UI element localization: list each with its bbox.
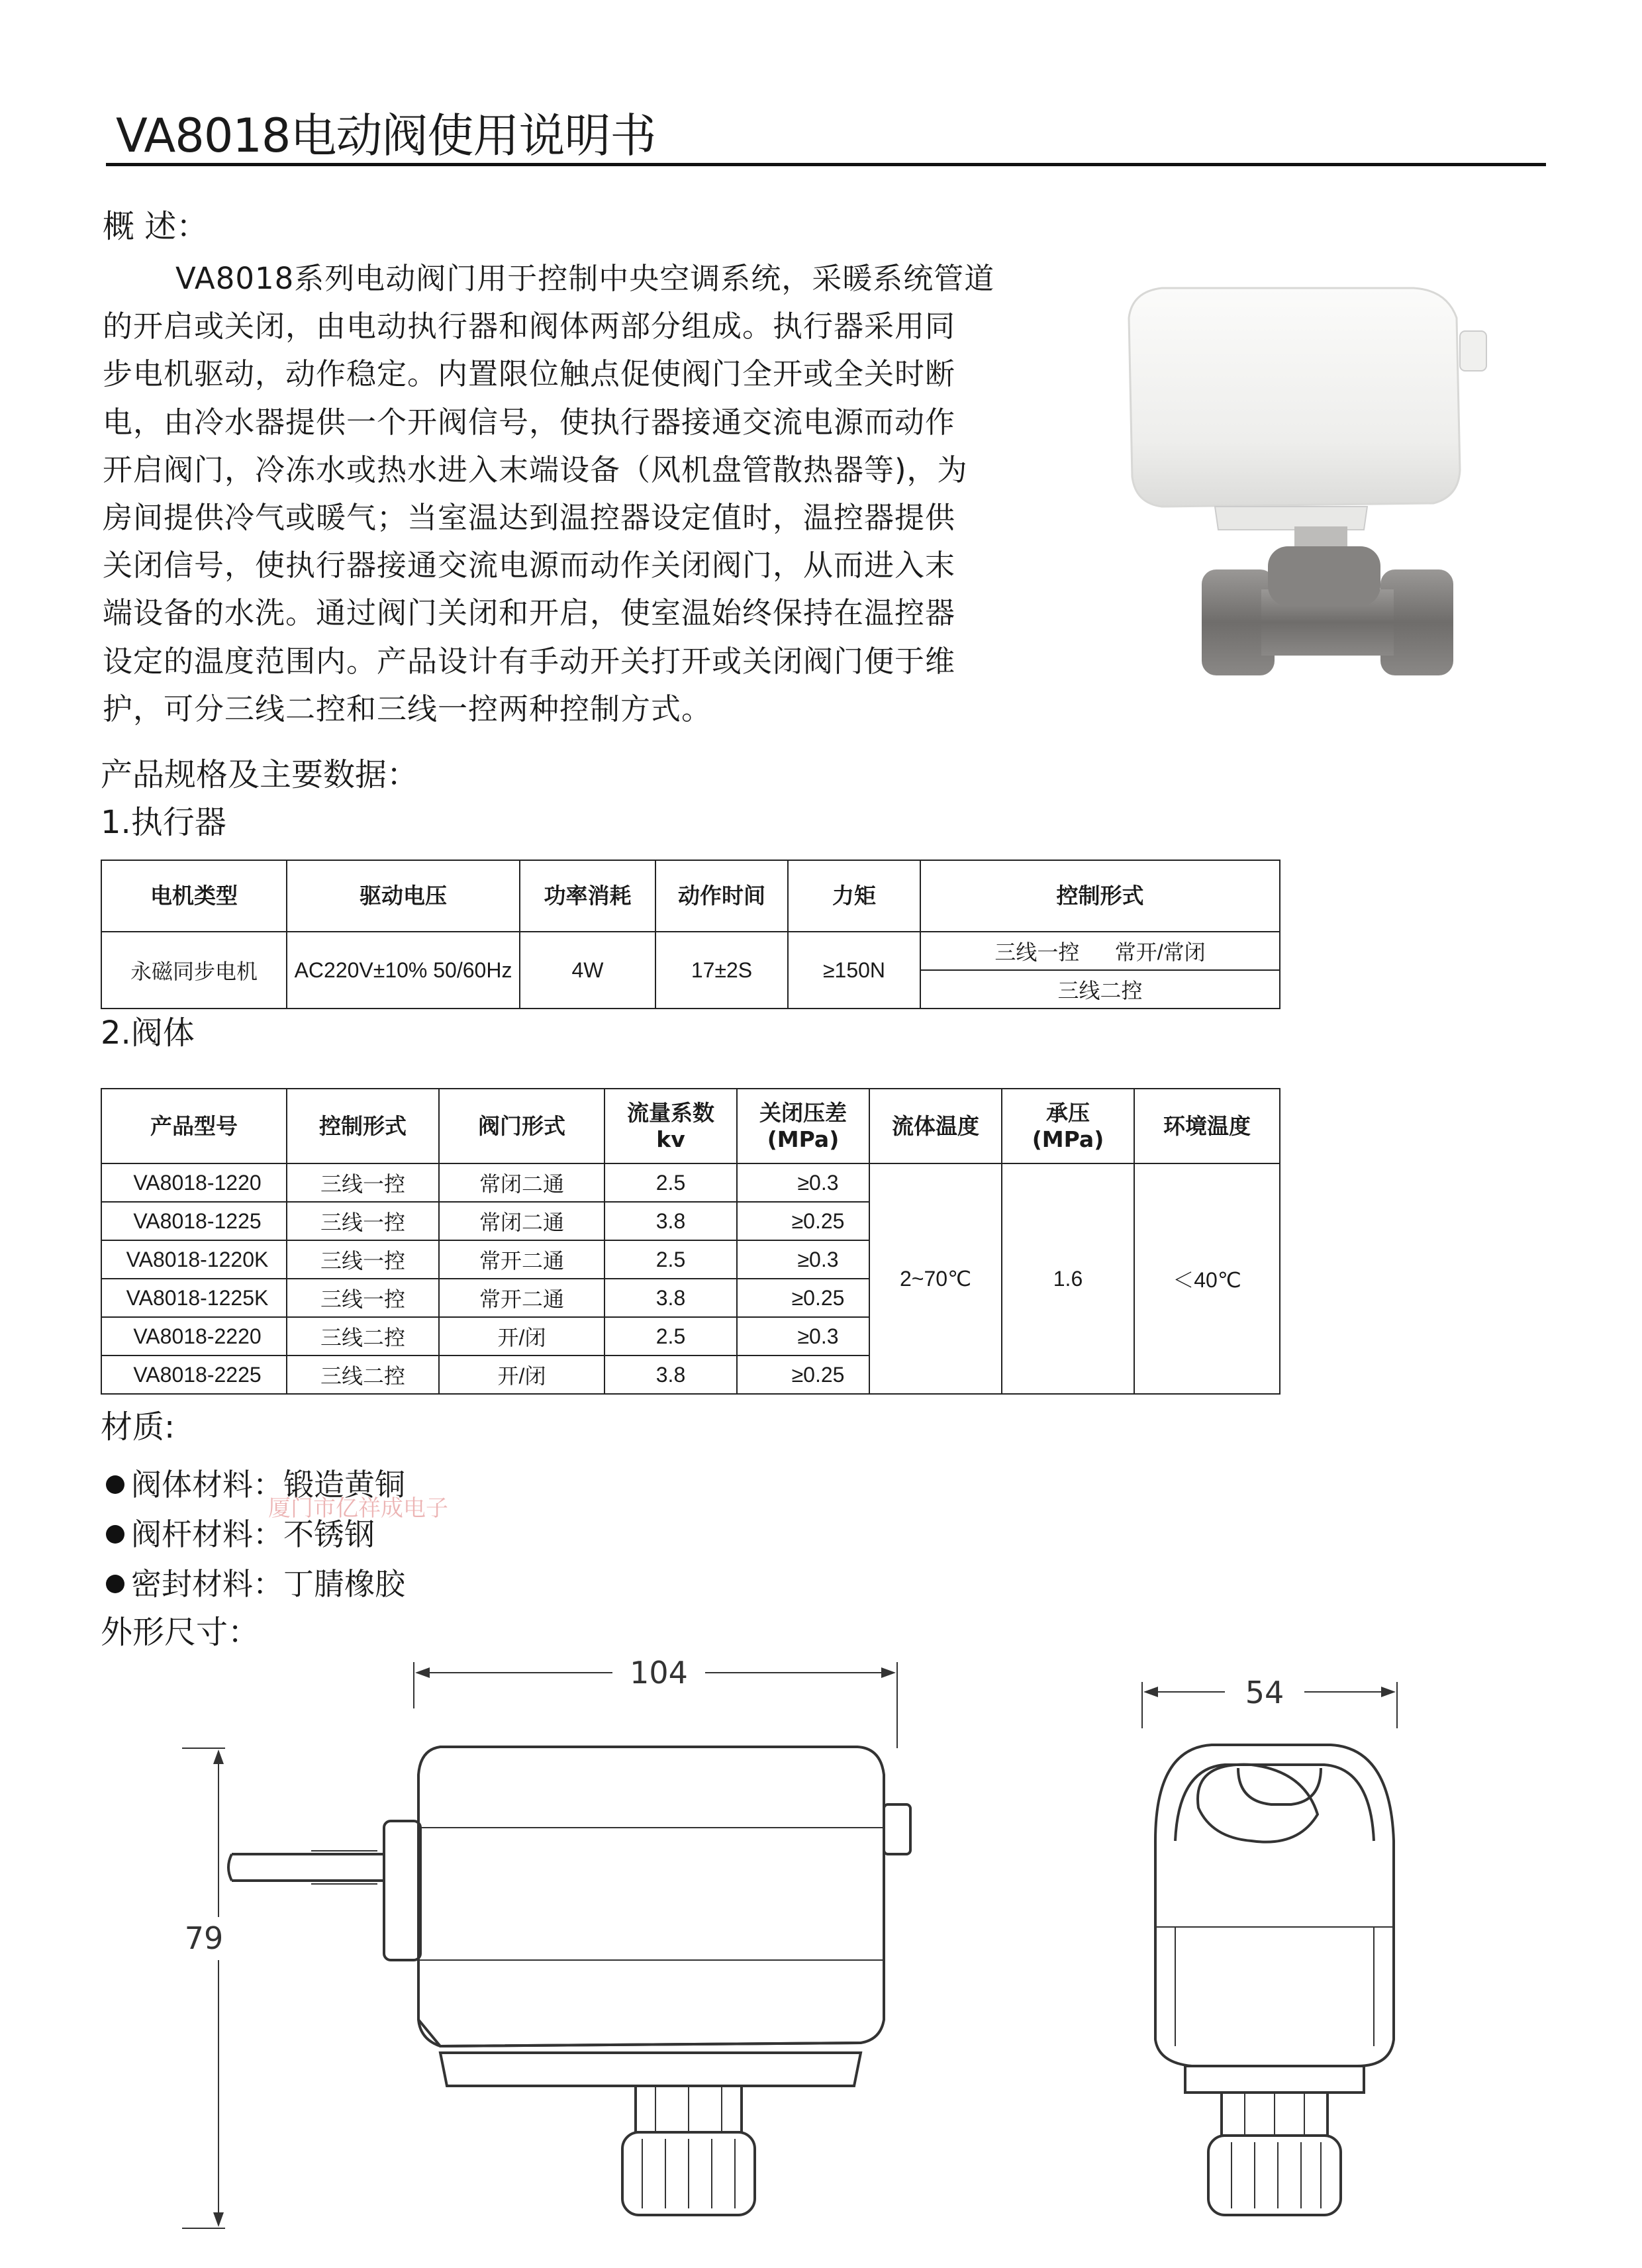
overview-line: 的开启或关闭，由电动执行器和阀体两部分组成。执行器采用同 — [103, 309, 956, 344]
control-cell: 三线一控 — [287, 1279, 439, 1317]
kv-cell: 3.8 — [604, 1279, 737, 1317]
table-header: 承压 (MPa) — [1002, 1089, 1134, 1163]
dp-cell: ≥0.3 — [737, 1240, 869, 1279]
control-cell: 三线二控 — [287, 1317, 439, 1356]
dimension-drawings — [179, 1649, 1424, 2245]
kv-cell: 3.8 — [604, 1356, 737, 1394]
table-header: 控制形式 — [920, 860, 1280, 932]
kv-cell: 3.8 — [604, 1202, 737, 1240]
material-label: 阀体材料： — [131, 1467, 283, 1503]
actuator-table — [101, 860, 1280, 1009]
overview-heading: 概 述： — [103, 208, 209, 245]
control-cell: 三线二控 — [287, 1356, 439, 1394]
table-header: 产品型号 — [101, 1089, 287, 1163]
overview-line: 护，可分三线二控和三线一控两种控制方式。 — [103, 691, 712, 726]
power-consumption: 4W — [520, 932, 655, 1009]
model-cell: VA8018-1220 — [101, 1163, 287, 1202]
valve-table — [101, 1088, 1280, 1395]
material-value: 锻造黄铜 — [283, 1467, 405, 1503]
model-cell: VA8018-1225K — [101, 1279, 287, 1317]
material-value: 不锈钢 — [283, 1516, 375, 1552]
front-view-drawing — [1142, 1682, 1397, 2215]
model-cell: VA8018-2225 — [101, 1356, 287, 1394]
materials-heading: 材质: — [101, 1408, 175, 1446]
torque: ≥150N — [788, 932, 920, 1009]
valve-heading: 2.阀体 — [101, 1014, 195, 1052]
page-title: VA8018电动阀使用说明书 — [116, 109, 656, 163]
kv-cell: 2.5 — [604, 1240, 737, 1279]
table-header: 电机类型 — [101, 860, 287, 932]
dp-cell: ≥0.25 — [737, 1202, 869, 1240]
bullet-icon — [106, 1575, 124, 1593]
bullet-icon — [106, 1525, 124, 1544]
overview-line: 步电机驱动，动作稳定。内置限位触点促使阀门全开或全关时断 — [103, 356, 956, 392]
table-header: 流量系数 kv — [604, 1089, 737, 1163]
drive-voltage: AC220V±10% 50/60Hz — [287, 932, 520, 1009]
table-header: 驱动电压 — [287, 860, 520, 932]
control-mode-2: 三线二控 — [920, 970, 1280, 1009]
material-label: 密封材料： — [131, 1566, 283, 1602]
dp-cell: ≥0.3 — [737, 1163, 869, 1202]
form-cell: 常闭二通 — [439, 1163, 604, 1202]
form-cell: 开/闭 — [439, 1317, 604, 1356]
table-header: 控制形式 — [287, 1089, 439, 1163]
overview-line: 房间提供冷气或暖气；当室温达到温控器设定值时，温控器提供 — [103, 500, 956, 536]
overview-paragraph — [103, 255, 1016, 733]
overview-line: 设定的温度范围内。产品设计有手动开关打开或关闭阀门便于维 — [103, 643, 956, 679]
table-header: 关闭压差 (MPa) — [737, 1089, 869, 1163]
overview-line: 电，由冷水器提供一个开阀信号，使执行器接通交流电源而动作 — [103, 404, 956, 440]
materials-list — [106, 1460, 405, 1609]
kv-cell: 2.5 — [604, 1163, 737, 1202]
pressure-cell: 1.6 — [1002, 1163, 1134, 1394]
control-cell: 三线一控 — [287, 1240, 439, 1279]
control-mode-1: 三线一控 常开/常闭 — [920, 932, 1280, 970]
watermark: 厦门市亿祥成电子 — [268, 1495, 448, 1522]
specs-heading: 产品规格及主要数据： — [101, 756, 419, 793]
table-header: 动作时间 — [655, 860, 788, 932]
title-rule — [106, 163, 1546, 166]
table-header: 环境温度 — [1134, 1089, 1280, 1163]
control-cell: 三线一控 — [287, 1202, 439, 1240]
form-cell: 常开二通 — [439, 1279, 604, 1317]
bullet-icon — [106, 1475, 124, 1494]
dp-cell: ≥0.25 — [737, 1279, 869, 1317]
form-cell: 常闭二通 — [439, 1202, 604, 1240]
model-cell: VA8018-2220 — [101, 1317, 287, 1356]
material-label: 阀杆材料： — [131, 1516, 283, 1552]
overview-line: 关闭信号，使执行器接通交流电源而动作关闭阀门，从而进入末 — [103, 548, 956, 583]
table-header: 力矩 — [788, 860, 920, 932]
dp-cell: ≥0.25 — [737, 1356, 869, 1394]
table-row — [101, 1163, 1280, 1202]
overview-line: VA8018系列电动阀门用于控制中央空调系统，采暖系统管道 — [175, 261, 995, 296]
side-view-drawing — [182, 1662, 910, 2228]
form-cell: 常开二通 — [439, 1240, 604, 1279]
dp-cell: ≥0.3 — [737, 1317, 869, 1356]
list-item — [106, 1559, 405, 1609]
model-cell: VA8018-1225 — [101, 1202, 287, 1240]
product-photo — [1102, 278, 1526, 695]
table-header: 流体温度 — [869, 1089, 1002, 1163]
table-header: 功率消耗 — [520, 860, 655, 932]
motor-type: 永磁同步电机 — [101, 932, 287, 1009]
depth-dimension: 54 — [1245, 1675, 1284, 1710]
kv-cell: 2.5 — [604, 1317, 737, 1356]
actuator-heading: 1.执行器 — [101, 804, 226, 841]
table-header: 阀门形式 — [439, 1089, 604, 1163]
overview-line: 端设备的水洗。通过阀门关闭和开启，使室温始终保持在温控器 — [103, 595, 956, 631]
height-dimension: 79 — [184, 1920, 224, 1956]
form-cell: 开/闭 — [439, 1356, 604, 1394]
action-time: 17±2S — [655, 932, 788, 1009]
dimensions-heading: 外形尺寸： — [101, 1614, 260, 1651]
material-value: 丁腈橡胶 — [283, 1566, 405, 1602]
width-dimension: 104 — [630, 1655, 688, 1691]
control-cell: 三线一控 — [287, 1163, 439, 1202]
fluid-temp-cell: 2~70℃ — [869, 1163, 1002, 1394]
model-cell: VA8018-1220K — [101, 1240, 287, 1279]
ambient-temp-cell: ＜40℃ — [1134, 1163, 1280, 1394]
overview-line: 开启阀门，冷冻水或热水进入末端设备（风机盘管散热器等)，为 — [103, 452, 968, 487]
